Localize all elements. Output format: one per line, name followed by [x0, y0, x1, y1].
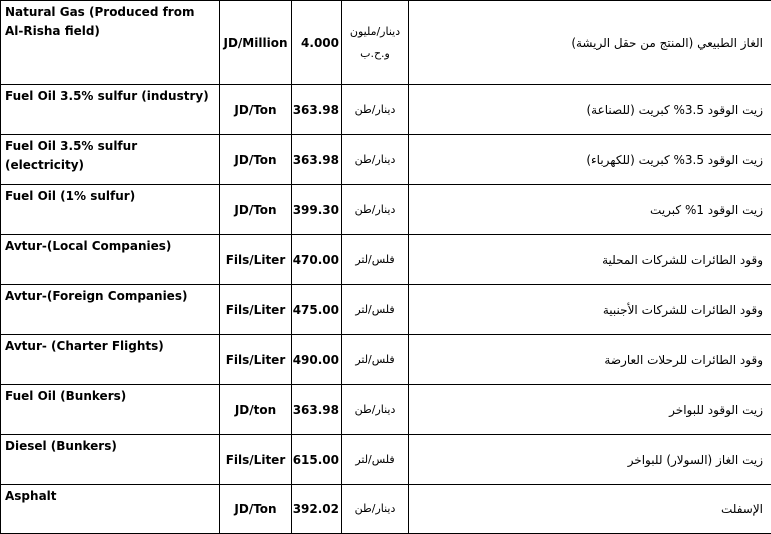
- table-row: [1, 135, 771, 185]
- product-name-en: Fuel Oil 3.5% sulfur (industry): [1, 85, 220, 135]
- unit-en: JD/ton: [220, 385, 292, 435]
- unit-en: Fils/Liter: [220, 435, 292, 485]
- unit-en: JD/Ton: [220, 485, 292, 534]
- unit-ar: فلس/لتر: [342, 335, 409, 385]
- table-row: [1, 235, 771, 285]
- price-value: 392.02: [292, 485, 342, 534]
- table-row: [1, 1, 771, 85]
- price-value: 363.98: [292, 135, 342, 185]
- price-value: 363.98: [292, 385, 342, 435]
- product-name-en: Fuel Oil (1% sulfur): [1, 185, 220, 235]
- unit-ar: دينار/طن: [342, 85, 409, 135]
- product-name-ar: الغاز الطبيعي (المنتج من حقل الريشة): [409, 1, 771, 85]
- table-row: [1, 485, 771, 534]
- unit-ar: دينار/طن: [342, 135, 409, 185]
- product-name-ar: زيت الوقود للبواخر: [409, 385, 771, 435]
- product-name-ar: وقود الطائرات للرحلات العارضة: [409, 335, 771, 385]
- price-value: 363.98: [292, 85, 342, 135]
- product-name-ar: زيت الوقود 3.5% كبريت (للكهرباء): [409, 135, 771, 185]
- table-row: [1, 435, 771, 485]
- unit-ar: فلس/لتر: [342, 235, 409, 285]
- product-name-ar: وقود الطائرات للشركات الأجنبية: [409, 285, 771, 335]
- product-name-en: Diesel (Bunkers): [1, 435, 220, 485]
- product-name-ar: الإسفلت: [409, 485, 771, 534]
- table-row: [1, 335, 771, 385]
- price-value: 615.00: [292, 435, 342, 485]
- unit-ar: فلس/لتر: [342, 435, 409, 485]
- product-name-en: Avtur- (Charter Flights): [1, 335, 220, 385]
- unit-ar: دينار/طن: [342, 185, 409, 235]
- unit-ar: دينار/مليون و.ح.ب: [342, 1, 409, 85]
- product-name-en: Fuel Oil (Bunkers): [1, 385, 220, 435]
- unit-en: Fils/Liter: [220, 285, 292, 335]
- price-value: 490.00: [292, 335, 342, 385]
- price-value: 470.00: [292, 235, 342, 285]
- unit-ar: فلس/لتر: [342, 285, 409, 335]
- product-name-ar: زيت الغاز (السولار) للبواخر: [409, 435, 771, 485]
- table-row: [1, 285, 771, 335]
- price-value: 399.30: [292, 185, 342, 235]
- price-value: 475.00: [292, 285, 342, 335]
- product-name-en: Avtur-(Local Companies): [1, 235, 220, 285]
- price-value: 4.000: [292, 1, 342, 85]
- table-row: [1, 385, 771, 435]
- product-name-en: Avtur-(Foreign Companies): [1, 285, 220, 335]
- unit-ar: دينار/طن: [342, 485, 409, 534]
- product-name-ar: وقود الطائرات للشركات المحلية: [409, 235, 771, 285]
- product-name-en: Natural Gas (Produced from Al-Risha field): [1, 1, 220, 85]
- table-row: [1, 85, 771, 135]
- unit-en: JD/Ton: [220, 185, 292, 235]
- unit-en: Fils/Liter: [220, 335, 292, 385]
- unit-en: JD/Ton: [220, 85, 292, 135]
- product-name-en: Asphalt: [1, 485, 220, 534]
- unit-en: JD/Ton: [220, 135, 292, 185]
- table-row: [1, 185, 771, 235]
- unit-en: JD/Million: [220, 1, 292, 85]
- product-name-ar: زيت الوقود 1% كبريت: [409, 185, 771, 235]
- product-name-en: Fuel Oil 3.5% sulfur (electricity): [1, 135, 220, 185]
- unit-en: Fils/Liter: [220, 235, 292, 285]
- unit-ar: دينار/طن: [342, 385, 409, 435]
- product-name-ar: زيت الوقود 3.5% كبريت (للصناعة): [409, 85, 771, 135]
